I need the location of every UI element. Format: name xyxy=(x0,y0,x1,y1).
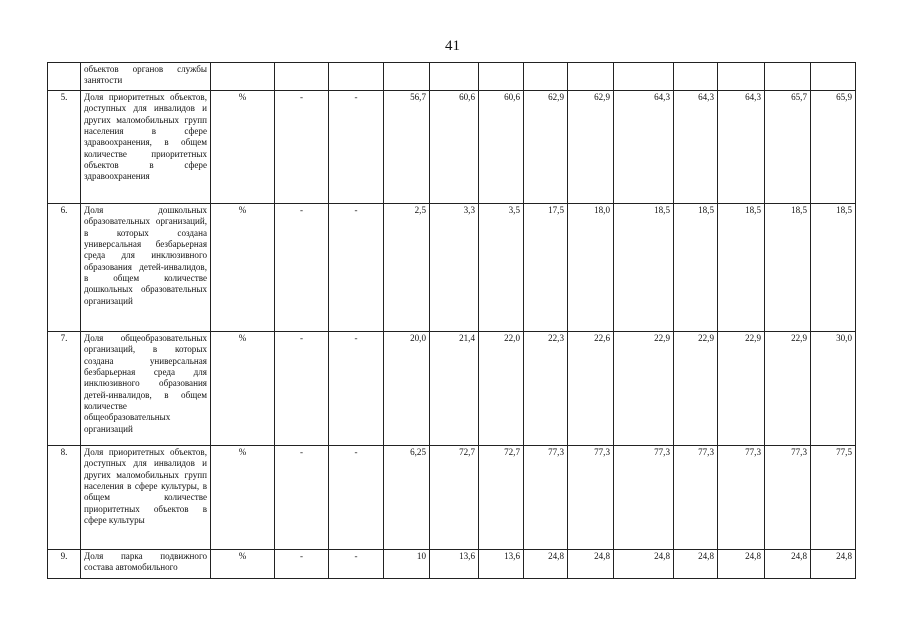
table-row xyxy=(48,550,856,579)
dash-cell: - xyxy=(275,550,329,579)
value-cell: 18,0 xyxy=(568,204,614,332)
value-cell: 22,3 xyxy=(524,332,568,446)
unit-cell: % xyxy=(211,332,275,446)
table-row-continuation xyxy=(48,63,856,91)
value-cell: 21,4 xyxy=(430,332,479,446)
dash-cell: - xyxy=(329,332,384,446)
value-cell: 20,0 xyxy=(384,332,430,446)
value-cell: 24,8 xyxy=(568,550,614,579)
value-cell: 18,5 xyxy=(614,204,674,332)
unit-cell: % xyxy=(211,204,275,332)
value-cell: 22,9 xyxy=(718,332,765,446)
dash-cell: - xyxy=(275,332,329,446)
table-row xyxy=(48,204,856,332)
value-cell: 24,8 xyxy=(614,550,674,579)
value-cell: 18,5 xyxy=(811,204,856,332)
value-cell: 6,25 xyxy=(384,446,430,550)
value-cell: 22,0 xyxy=(479,332,524,446)
value-cell: 22,6 xyxy=(568,332,614,446)
value-cell: 77,5 xyxy=(811,446,856,550)
value-cell: 77,3 xyxy=(568,446,614,550)
dash-cell: - xyxy=(329,446,384,550)
value-cell: 17,5 xyxy=(524,204,568,332)
row-number-cell: 8. xyxy=(48,446,81,550)
unit-cell: % xyxy=(211,550,275,579)
value-cell: 56,7 xyxy=(384,91,430,204)
value-cell: 64,3 xyxy=(718,91,765,204)
value-cell: 18,5 xyxy=(718,204,765,332)
row-description-cell: Доля парка подвижного состава автомобильного xyxy=(81,550,211,579)
value-cell: 24,8 xyxy=(811,550,856,579)
value-cell: 77,3 xyxy=(524,446,568,550)
dash-cell: - xyxy=(329,204,384,332)
dash-cell: - xyxy=(275,446,329,550)
unit-cell: % xyxy=(211,91,275,204)
row-description-cell: объектов органов службы занятости xyxy=(81,63,211,91)
row-description-cell: Доля дошкольных образовательных организаций, в которых создана универсальная безбарьерная среда для инклюзивного образования детей-инвалидов, в общем количестве дошкольных образовательных организаций xyxy=(81,204,211,332)
value-cell: 65,9 xyxy=(811,91,856,204)
value-cell: 24,8 xyxy=(718,550,765,579)
dash-cell: - xyxy=(275,91,329,204)
row-number-cell: 7. xyxy=(48,332,81,446)
row-number-cell: 5. xyxy=(48,91,81,204)
dash-cell: - xyxy=(275,204,329,332)
value-cell: 22,9 xyxy=(614,332,674,446)
value-cell: 60,6 xyxy=(479,91,524,204)
value-cell: 77,3 xyxy=(614,446,674,550)
value-cell: 60,6 xyxy=(430,91,479,204)
table-row xyxy=(48,332,856,446)
row-number-cell: 9. xyxy=(48,550,81,579)
value-cell: 62,9 xyxy=(568,91,614,204)
dash-cell: - xyxy=(329,550,384,579)
value-cell: 72,7 xyxy=(479,446,524,550)
page-number: 41 xyxy=(445,38,460,54)
row-description-cell: Доля приоритетных объектов, доступных для инвалидов и других маломобильных групп населения в сфере культуры, в общем количестве приоритетных объектов в сфере культуры xyxy=(81,446,211,550)
row-number-cell xyxy=(48,63,81,91)
value-cell: 13,6 xyxy=(479,550,524,579)
indicator-table xyxy=(47,62,856,579)
value-cell: 30,0 xyxy=(811,332,856,446)
value-cell: 13,6 xyxy=(430,550,479,579)
dash-cell: - xyxy=(329,91,384,204)
value-cell: 64,3 xyxy=(674,91,718,204)
unit-cell: % xyxy=(211,446,275,550)
value-cell: 24,8 xyxy=(524,550,568,579)
value-cell: 18,5 xyxy=(765,204,811,332)
value-cell: 62,9 xyxy=(524,91,568,204)
value-cell: 77,3 xyxy=(674,446,718,550)
table-row xyxy=(48,446,856,550)
value-cell: 2,5 xyxy=(384,204,430,332)
value-cell: 3,3 xyxy=(430,204,479,332)
row-number-cell: 6. xyxy=(48,204,81,332)
value-cell: 10 xyxy=(384,550,430,579)
value-cell: 65,7 xyxy=(765,91,811,204)
value-cell: 22,9 xyxy=(765,332,811,446)
value-cell: 77,3 xyxy=(718,446,765,550)
value-cell: 77,3 xyxy=(765,446,811,550)
value-cell: 72,7 xyxy=(430,446,479,550)
value-cell: 3,5 xyxy=(479,204,524,332)
row-description-cell: Доля общеобразовательных организаций, в которых создана универсальная безбарьерная среда для инклюзивного образования детей-инвалидов, в общем количестве общеобразовательных организаций xyxy=(81,332,211,446)
value-cell: 22,9 xyxy=(674,332,718,446)
value-cell: 24,8 xyxy=(765,550,811,579)
value-cell: 18,5 xyxy=(674,204,718,332)
table-row xyxy=(48,91,856,204)
value-cell: 24,8 xyxy=(674,550,718,579)
value-cell: 64,3 xyxy=(614,91,674,204)
row-description-cell: Доля приоритетных объектов, доступных для инвалидов и других маломобильных групп населения в сфере здравоохранения, в общем количестве приоритетных объектов в сфере здравоохранения xyxy=(81,91,211,204)
